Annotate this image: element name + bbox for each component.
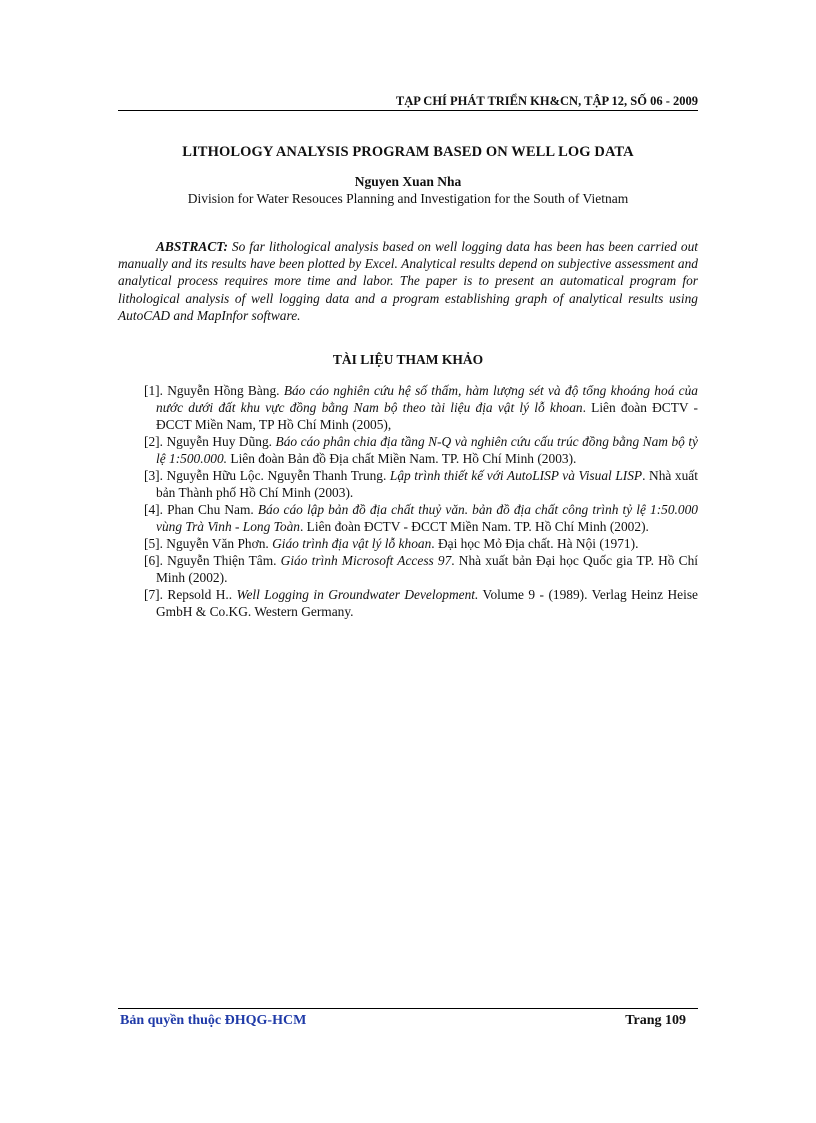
- reference-authors: [4]. Phan Chu Nam.: [144, 502, 258, 517]
- reference-list: [144, 382, 698, 620]
- reference-title: Well Logging in Groundwater Development.: [236, 587, 479, 602]
- header-rule: [118, 110, 698, 111]
- reference-item: [144, 552, 698, 586]
- reference-authors: [6]. Nguyễn Thiện Tâm.: [144, 553, 281, 568]
- reference-authors: [7]. Repsold H..: [144, 587, 237, 602]
- footer-rule: [118, 1008, 698, 1009]
- abstract-text: So far lithological analysis based on well logging data has been has been carried out manually and its results have been plotted by Excel. Analytical results depend on subjective assessment and analytical process requires more time and labor. The paper is to present an automatical program for lithological analysis of well logging data and a program establishing graph of analytical results using AutoCAD and MapInfor software.: [118, 239, 698, 323]
- reference-authors: [1]. Nguyễn Hồng Bàng.: [144, 383, 284, 398]
- reference-title: Giáo trình Microsoft Access 97: [280, 553, 452, 568]
- reference-source: . Nhà xuất bản Thành phố Hồ Chí Minh (2003).: [156, 468, 698, 500]
- reference-item: [144, 433, 698, 467]
- copyright-notice: Bản quyền thuộc ĐHQG-HCM: [120, 1013, 307, 1028]
- references-heading: TÀI LIỆU THAM KHẢO: [332, 352, 484, 367]
- reference-source: Liên đoàn Bản đồ Địa chất Miền Nam. TP. Hồ Chí Minh (2003).: [227, 451, 577, 466]
- reference-title: Báo cáo lập bản đồ địa chất thuỷ văn. bản đồ địa chất công trình tỷ lệ 1:50.000 vùng Trà Vinh - Long Toàn: [156, 502, 698, 534]
- journal-header: TẠP CHÍ PHÁT TRIỂN KH&CN, TẬP 12, SỐ 06 - 2009: [395, 94, 698, 108]
- paper-title: LITHOLOGY ANALYSIS PROGRAM BASED ON WELL LOG DATA: [182, 144, 634, 160]
- reference-item: [144, 382, 698, 433]
- reference-item: [144, 467, 698, 501]
- reference-title: Báo cáo phân chia địa tầng N-Q và nghiên cứu cấu trúc đồng bằng Nam bộ tỷ lệ 1:500.000.: [156, 434, 699, 466]
- reference-item: [144, 535, 698, 552]
- reference-source: . Nhà xuất bản Đại học Quốc gia TP. Hồ Chí Minh (2002).: [156, 553, 698, 585]
- reference-title: Báo cáo nghiên cứu hệ số thấm, hàm lượng sét và độ tổng khoáng hoá của nước dưới đất khu vực đồng bằng Nam bộ theo tài liệu địa vật lý lỗ khoan: [156, 383, 698, 415]
- reference-title: Giáo trình địa vật lý lỗ khoan: [272, 536, 432, 551]
- reference-source: . Liên đoàn ĐCTV - ĐCCT Miền Nam, TP Hồ Chí Minh (2005),: [156, 400, 698, 432]
- page-number: Trang 109: [625, 1013, 686, 1028]
- reference-authors: [5]. Nguyễn Văn Phơn.: [144, 536, 273, 551]
- reference-source: . Đại học Mỏ Địa chất. Hà Nội (1971).: [431, 536, 639, 551]
- author-affiliation: Division for Water Resouces Planning and Investigation for the South of Vietnam: [187, 191, 629, 206]
- reference-authors: [2]. Nguyễn Huy Dũng.: [144, 434, 276, 449]
- abstract-label: ABSTRACT:: [156, 239, 228, 254]
- abstract: [118, 238, 698, 324]
- reference-item: [144, 586, 698, 620]
- reference-authors: [3]. Nguyễn Hữu Lộc. Nguyễn Thanh Trung.: [144, 468, 390, 483]
- reference-source: . Liên đoàn ĐCTV - ĐCCT Miền Nam. TP. Hồ Chí Minh (2002).: [299, 519, 649, 534]
- reference-source: Volume 9 - (1989). Verlag Heinz Heise GmbH & Co.KG. Western Germany.: [156, 587, 698, 619]
- reference-item: [144, 501, 698, 535]
- author-name: Nguyen Xuan Nha: [354, 174, 462, 189]
- reference-title: Lập trình thiết kế với AutoLISP và Visual LISP: [389, 468, 643, 483]
